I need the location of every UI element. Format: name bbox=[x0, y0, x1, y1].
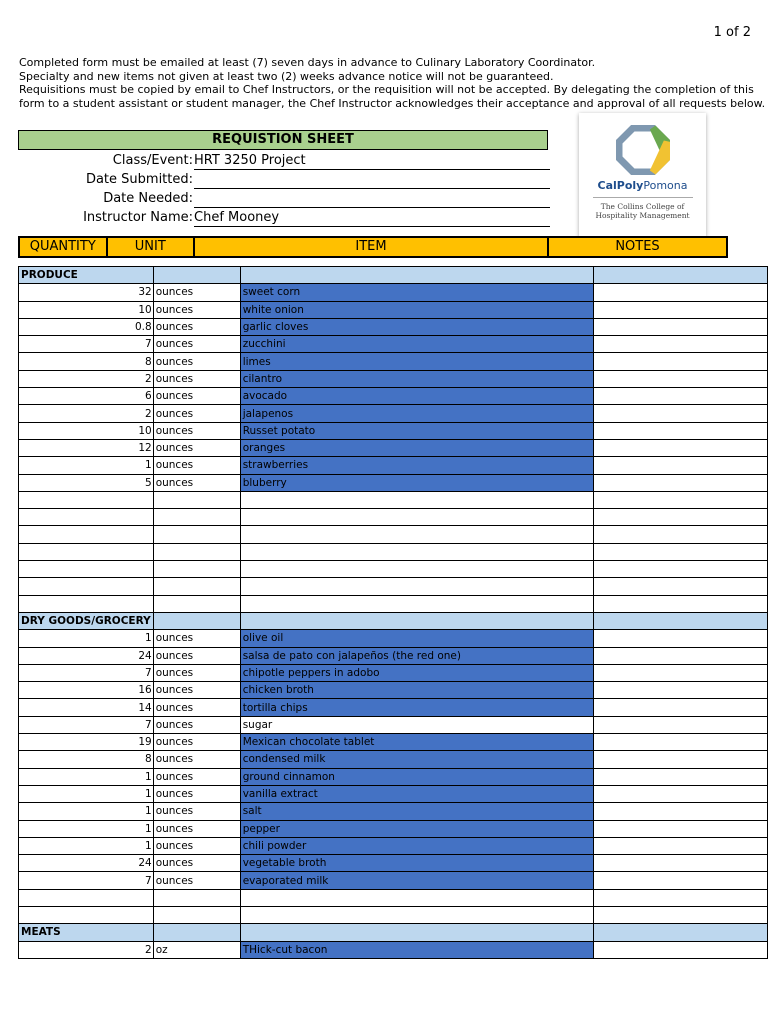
quantity-cell[interactable]: 1 bbox=[19, 457, 154, 474]
notes-cell[interactable] bbox=[593, 924, 767, 941]
date-submitted-label: Date Submitted: bbox=[85, 172, 193, 187]
quantity-cell[interactable]: 7 bbox=[19, 872, 154, 889]
logo-brand: CalPolyPomona bbox=[597, 179, 688, 192]
unit-cell[interactable] bbox=[153, 561, 240, 578]
page-number: 1 of 2 bbox=[713, 25, 751, 40]
item-cell[interactable]: vegetable broth bbox=[240, 855, 593, 872]
unit-cell[interactable]: ounces bbox=[153, 785, 240, 802]
class-event-field[interactable]: HRT 3250 Project bbox=[194, 151, 550, 170]
notes-cell[interactable] bbox=[593, 889, 767, 906]
instruction-line: Completed form must be emailed at least (7) seven days in advance to Culinary Laboratory Coordinator. bbox=[19, 56, 596, 69]
empty-row bbox=[19, 906, 768, 923]
date-needed-label: Date Needed: bbox=[103, 191, 193, 206]
table-row bbox=[19, 405, 768, 422]
unit-cell[interactable] bbox=[153, 509, 240, 526]
unit-cell[interactable]: ounces bbox=[153, 318, 240, 335]
column-header-row bbox=[18, 236, 728, 258]
unit-cell[interactable] bbox=[153, 543, 240, 560]
instruction-line: Specialty and new items not given at least two (2) weeks advance notice will not be guaranteed. bbox=[19, 69, 554, 83]
section-label: PRODUCE bbox=[19, 267, 154, 284]
quantity-cell[interactable]: 1 bbox=[19, 820, 154, 837]
notes-cell[interactable] bbox=[593, 855, 767, 872]
unit-cell[interactable] bbox=[153, 906, 240, 923]
item-cell[interactable]: olive oil bbox=[240, 630, 593, 647]
item-cell[interactable]: tortilla chips bbox=[240, 699, 593, 716]
quantity-cell[interactable] bbox=[19, 543, 154, 560]
notes-cell[interactable] bbox=[593, 751, 767, 768]
item-cell[interactable]: chicken broth bbox=[240, 682, 593, 699]
item-cell[interactable]: white onion bbox=[240, 301, 593, 318]
table-row bbox=[19, 751, 768, 768]
section-header-row bbox=[19, 612, 768, 629]
item-cell[interactable] bbox=[240, 612, 593, 629]
empty-row bbox=[19, 509, 768, 526]
notes-cell[interactable] bbox=[593, 578, 767, 595]
unit-cell[interactable]: ounces bbox=[153, 405, 240, 422]
table-row bbox=[19, 734, 768, 751]
requisition-table bbox=[18, 266, 768, 959]
quantity-cell[interactable] bbox=[19, 889, 154, 906]
unit-cell[interactable]: ounces bbox=[153, 284, 240, 301]
item-cell[interactable]: garlic cloves bbox=[240, 318, 593, 335]
item-cell[interactable]: sugar bbox=[240, 716, 593, 733]
quantity-cell[interactable]: 1 bbox=[19, 837, 154, 854]
column-header-item: ITEM bbox=[195, 238, 549, 256]
instructions bbox=[19, 56, 766, 110]
notes-cell[interactable] bbox=[593, 699, 767, 716]
table-row bbox=[19, 837, 768, 854]
logo-divider bbox=[593, 197, 693, 198]
quantity-cell[interactable]: 24 bbox=[19, 855, 154, 872]
table-row bbox=[19, 872, 768, 889]
notes-cell[interactable] bbox=[593, 595, 767, 612]
notes-cell[interactable] bbox=[593, 491, 767, 508]
unit-cell[interactable]: ounces bbox=[153, 872, 240, 889]
table-row bbox=[19, 318, 768, 335]
column-header-notes: NOTES bbox=[615, 239, 660, 254]
instruction-line: form to a student assistant or student manager, the Chef Instructor acknowledges their acceptance and approval of all requests below. bbox=[19, 96, 766, 110]
item-cell[interactable]: avocado bbox=[240, 388, 593, 405]
notes-cell[interactable] bbox=[593, 543, 767, 560]
unit-cell[interactable] bbox=[153, 595, 240, 612]
quantity-cell[interactable] bbox=[19, 578, 154, 595]
notes-cell[interactable] bbox=[593, 941, 767, 958]
college-logo bbox=[579, 113, 706, 237]
instructor-row bbox=[18, 208, 550, 227]
item-cell[interactable]: evaporated milk bbox=[240, 872, 593, 889]
notes-cell[interactable] bbox=[593, 612, 767, 629]
unit-cell[interactable]: ounces bbox=[153, 820, 240, 837]
section-header-row bbox=[19, 924, 768, 941]
notes-cell[interactable] bbox=[593, 405, 767, 422]
quantity-cell[interactable]: 2 bbox=[19, 405, 154, 422]
table-row bbox=[19, 457, 768, 474]
table-row bbox=[19, 803, 768, 820]
item-cell[interactable] bbox=[240, 509, 593, 526]
class-event-row bbox=[18, 151, 550, 170]
notes-cell[interactable] bbox=[593, 803, 767, 820]
empty-row bbox=[19, 889, 768, 906]
table-row bbox=[19, 370, 768, 387]
quantity-cell[interactable]: 14 bbox=[19, 699, 154, 716]
unit-cell[interactable]: ounces bbox=[153, 474, 240, 491]
item-cell[interactable]: vanilla extract bbox=[240, 785, 593, 802]
unit-cell[interactable]: ounces bbox=[153, 734, 240, 751]
instructor-label: Instructor Name: bbox=[83, 210, 193, 225]
item-cell[interactable] bbox=[240, 267, 593, 284]
unit-cell[interactable]: ounces bbox=[153, 716, 240, 733]
notes-cell[interactable] bbox=[593, 906, 767, 923]
unit-cell[interactable]: ounces bbox=[153, 837, 240, 854]
item-cell[interactable]: chili powder bbox=[240, 837, 593, 854]
item-cell[interactable] bbox=[240, 561, 593, 578]
unit-cell[interactable]: ounces bbox=[153, 682, 240, 699]
notes-cell[interactable] bbox=[593, 422, 767, 439]
table-row bbox=[19, 647, 768, 664]
table-row bbox=[19, 941, 768, 958]
item-cell[interactable]: salt bbox=[240, 803, 593, 820]
notes-cell[interactable] bbox=[593, 353, 767, 370]
table-row bbox=[19, 388, 768, 405]
item-cell[interactable] bbox=[240, 889, 593, 906]
notes-cell[interactable] bbox=[593, 872, 767, 889]
unit-cell[interactable] bbox=[153, 526, 240, 543]
unit-cell[interactable] bbox=[153, 578, 240, 595]
quantity-cell[interactable]: 1 bbox=[19, 785, 154, 802]
notes-cell[interactable] bbox=[593, 630, 767, 647]
unit-cell[interactable]: ounces bbox=[153, 457, 240, 474]
notes-cell[interactable] bbox=[593, 526, 767, 543]
item-cell[interactable]: THick-cut bacon bbox=[240, 941, 593, 958]
logo-subtitle-2: Hospitality Management bbox=[595, 211, 690, 220]
quantity-cell[interactable]: 19 bbox=[19, 734, 154, 751]
table-row bbox=[19, 422, 768, 439]
item-cell[interactable] bbox=[240, 543, 593, 560]
unit-cell[interactable]: ounces bbox=[153, 647, 240, 664]
quantity-cell[interactable]: 10 bbox=[19, 422, 154, 439]
item-cell[interactable] bbox=[240, 578, 593, 595]
unit-cell[interactable]: ounces bbox=[153, 630, 240, 647]
table-row bbox=[19, 768, 768, 785]
notes-cell[interactable] bbox=[593, 336, 767, 353]
quantity-cell[interactable]: 7 bbox=[19, 716, 154, 733]
unit-cell[interactable] bbox=[153, 924, 240, 941]
table-row bbox=[19, 820, 768, 837]
quantity-cell[interactable] bbox=[19, 526, 154, 543]
date-submitted-row bbox=[18, 170, 550, 189]
quantity-cell[interactable]: 32 bbox=[19, 284, 154, 301]
notes-cell[interactable] bbox=[593, 474, 767, 491]
item-cell[interactable]: jalapenos bbox=[240, 405, 593, 422]
notes-cell[interactable] bbox=[593, 284, 767, 301]
logo-subtitle-1: The Collins College of bbox=[600, 202, 685, 211]
quantity-cell[interactable]: 1 bbox=[19, 630, 154, 647]
notes-cell[interactable] bbox=[593, 457, 767, 474]
column-header-unit: UNIT bbox=[108, 238, 196, 256]
unit-cell[interactable]: ounces bbox=[153, 664, 240, 681]
notes-cell[interactable] bbox=[593, 388, 767, 405]
table-row bbox=[19, 630, 768, 647]
quantity-cell[interactable] bbox=[19, 509, 154, 526]
quantity-cell[interactable]: 0.8 bbox=[19, 318, 154, 335]
section-header-row bbox=[19, 267, 768, 284]
item-cell[interactable] bbox=[240, 491, 593, 508]
instructor-field[interactable]: Chef Mooney bbox=[194, 208, 550, 227]
item-cell[interactable]: pepper bbox=[240, 820, 593, 837]
notes-cell[interactable] bbox=[593, 734, 767, 751]
unit-cell[interactable]: ounces bbox=[153, 803, 240, 820]
item-cell[interactable]: condensed milk bbox=[240, 751, 593, 768]
unit-cell[interactable]: ounces bbox=[153, 855, 240, 872]
table-row bbox=[19, 664, 768, 681]
quantity-cell[interactable]: 12 bbox=[19, 439, 154, 456]
item-cell[interactable] bbox=[240, 924, 593, 941]
unit-cell[interactable]: oz bbox=[153, 941, 240, 958]
unit-cell[interactable] bbox=[153, 491, 240, 508]
item-cell[interactable]: zucchini bbox=[240, 336, 593, 353]
table-row bbox=[19, 855, 768, 872]
quantity-cell[interactable] bbox=[19, 595, 154, 612]
quantity-cell[interactable]: 1 bbox=[19, 803, 154, 820]
section-label: MEATS bbox=[19, 924, 154, 941]
sheet-title: REQUISTION SHEET bbox=[18, 130, 548, 150]
quantity-cell[interactable]: 2 bbox=[19, 941, 154, 958]
octagon-logo-icon bbox=[616, 125, 670, 175]
class-event-label: Class/Event: bbox=[112, 153, 193, 168]
item-cell[interactable] bbox=[240, 595, 593, 612]
item-cell[interactable]: bluberry bbox=[240, 474, 593, 491]
notes-cell[interactable] bbox=[593, 820, 767, 837]
notes-cell[interactable] bbox=[593, 837, 767, 854]
notes-cell[interactable] bbox=[593, 768, 767, 785]
table-row bbox=[19, 301, 768, 318]
quantity-cell[interactable]: 8 bbox=[19, 353, 154, 370]
quantity-cell[interactable]: 5 bbox=[19, 474, 154, 491]
notes-cell[interactable] bbox=[593, 301, 767, 318]
item-cell[interactable]: strawberries bbox=[240, 457, 593, 474]
unit-cell[interactable]: ounces bbox=[153, 751, 240, 768]
notes-cell[interactable] bbox=[593, 509, 767, 526]
unit-cell[interactable]: ounces bbox=[153, 336, 240, 353]
item-cell[interactable]: Mexican chocolate tablet bbox=[240, 734, 593, 751]
section-label: DRY GOODS/GROCERY bbox=[19, 612, 154, 629]
notes-cell[interactable] bbox=[593, 370, 767, 387]
unit-cell[interactable]: ounces bbox=[153, 353, 240, 370]
notes-cell[interactable] bbox=[593, 647, 767, 664]
item-cell[interactable]: ground cinnamon bbox=[240, 768, 593, 785]
item-cell[interactable]: oranges bbox=[240, 439, 593, 456]
table-row bbox=[19, 699, 768, 716]
notes-cell[interactable] bbox=[593, 785, 767, 802]
quantity-cell[interactable]: 7 bbox=[19, 336, 154, 353]
date-submitted-field[interactable] bbox=[194, 170, 550, 189]
empty-row bbox=[19, 595, 768, 612]
quantity-cell[interactable]: 7 bbox=[19, 664, 154, 681]
item-cell[interactable]: cilantro bbox=[240, 370, 593, 387]
column-header-quantity: QUANTITY bbox=[20, 238, 108, 256]
quantity-cell[interactable] bbox=[19, 491, 154, 508]
quantity-cell[interactable] bbox=[19, 906, 154, 923]
notes-cell[interactable] bbox=[593, 682, 767, 699]
empty-row bbox=[19, 491, 768, 508]
table-row bbox=[19, 682, 768, 699]
quantity-cell[interactable]: 8 bbox=[19, 751, 154, 768]
quantity-cell[interactable]: 16 bbox=[19, 682, 154, 699]
unit-cell[interactable] bbox=[153, 612, 240, 629]
notes-cell[interactable] bbox=[593, 716, 767, 733]
item-cell[interactable] bbox=[240, 526, 593, 543]
empty-row bbox=[19, 561, 768, 578]
quantity-cell[interactable]: 2 bbox=[19, 370, 154, 387]
unit-cell[interactable] bbox=[153, 267, 240, 284]
table-row bbox=[19, 336, 768, 353]
item-cell[interactable]: salsa de pato con jalapeños (the red one) bbox=[240, 647, 593, 664]
unit-cell[interactable]: ounces bbox=[153, 388, 240, 405]
notes-cell[interactable] bbox=[593, 318, 767, 335]
item-cell[interactable]: chipotle peppers in adobo bbox=[240, 664, 593, 681]
notes-cell[interactable] bbox=[593, 267, 767, 284]
instruction-line: Requisitions must be copied by email to Chef Instructors, or the requisition will not be accepted. By delegating the completion of this bbox=[19, 83, 754, 96]
table-row bbox=[19, 439, 768, 456]
unit-cell[interactable]: ounces bbox=[153, 422, 240, 439]
unit-cell[interactable]: ounces bbox=[153, 439, 240, 456]
notes-cell[interactable] bbox=[593, 664, 767, 681]
quantity-cell[interactable]: 24 bbox=[19, 647, 154, 664]
empty-row bbox=[19, 578, 768, 595]
unit-cell[interactable]: ounces bbox=[153, 301, 240, 318]
unit-cell[interactable]: ounces bbox=[153, 768, 240, 785]
quantity-cell[interactable]: 10 bbox=[19, 301, 154, 318]
table-row bbox=[19, 785, 768, 802]
empty-row bbox=[19, 543, 768, 560]
unit-cell[interactable]: ounces bbox=[153, 699, 240, 716]
item-cell[interactable]: limes bbox=[240, 353, 593, 370]
notes-cell[interactable] bbox=[593, 439, 767, 456]
date-needed-row bbox=[18, 189, 550, 208]
table-row bbox=[19, 353, 768, 370]
quantity-cell[interactable]: 1 bbox=[19, 768, 154, 785]
unit-cell[interactable]: ounces bbox=[153, 370, 240, 387]
notes-cell[interactable] bbox=[593, 561, 767, 578]
table-row bbox=[19, 284, 768, 301]
item-cell[interactable]: Russet potato bbox=[240, 422, 593, 439]
table-row bbox=[19, 474, 768, 491]
table-row bbox=[19, 716, 768, 733]
date-needed-field[interactable] bbox=[194, 189, 550, 208]
quantity-cell[interactable]: 6 bbox=[19, 388, 154, 405]
item-cell[interactable] bbox=[240, 906, 593, 923]
quantity-cell[interactable] bbox=[19, 561, 154, 578]
item-cell[interactable]: sweet corn bbox=[240, 284, 593, 301]
empty-row bbox=[19, 526, 768, 543]
unit-cell[interactable] bbox=[153, 889, 240, 906]
